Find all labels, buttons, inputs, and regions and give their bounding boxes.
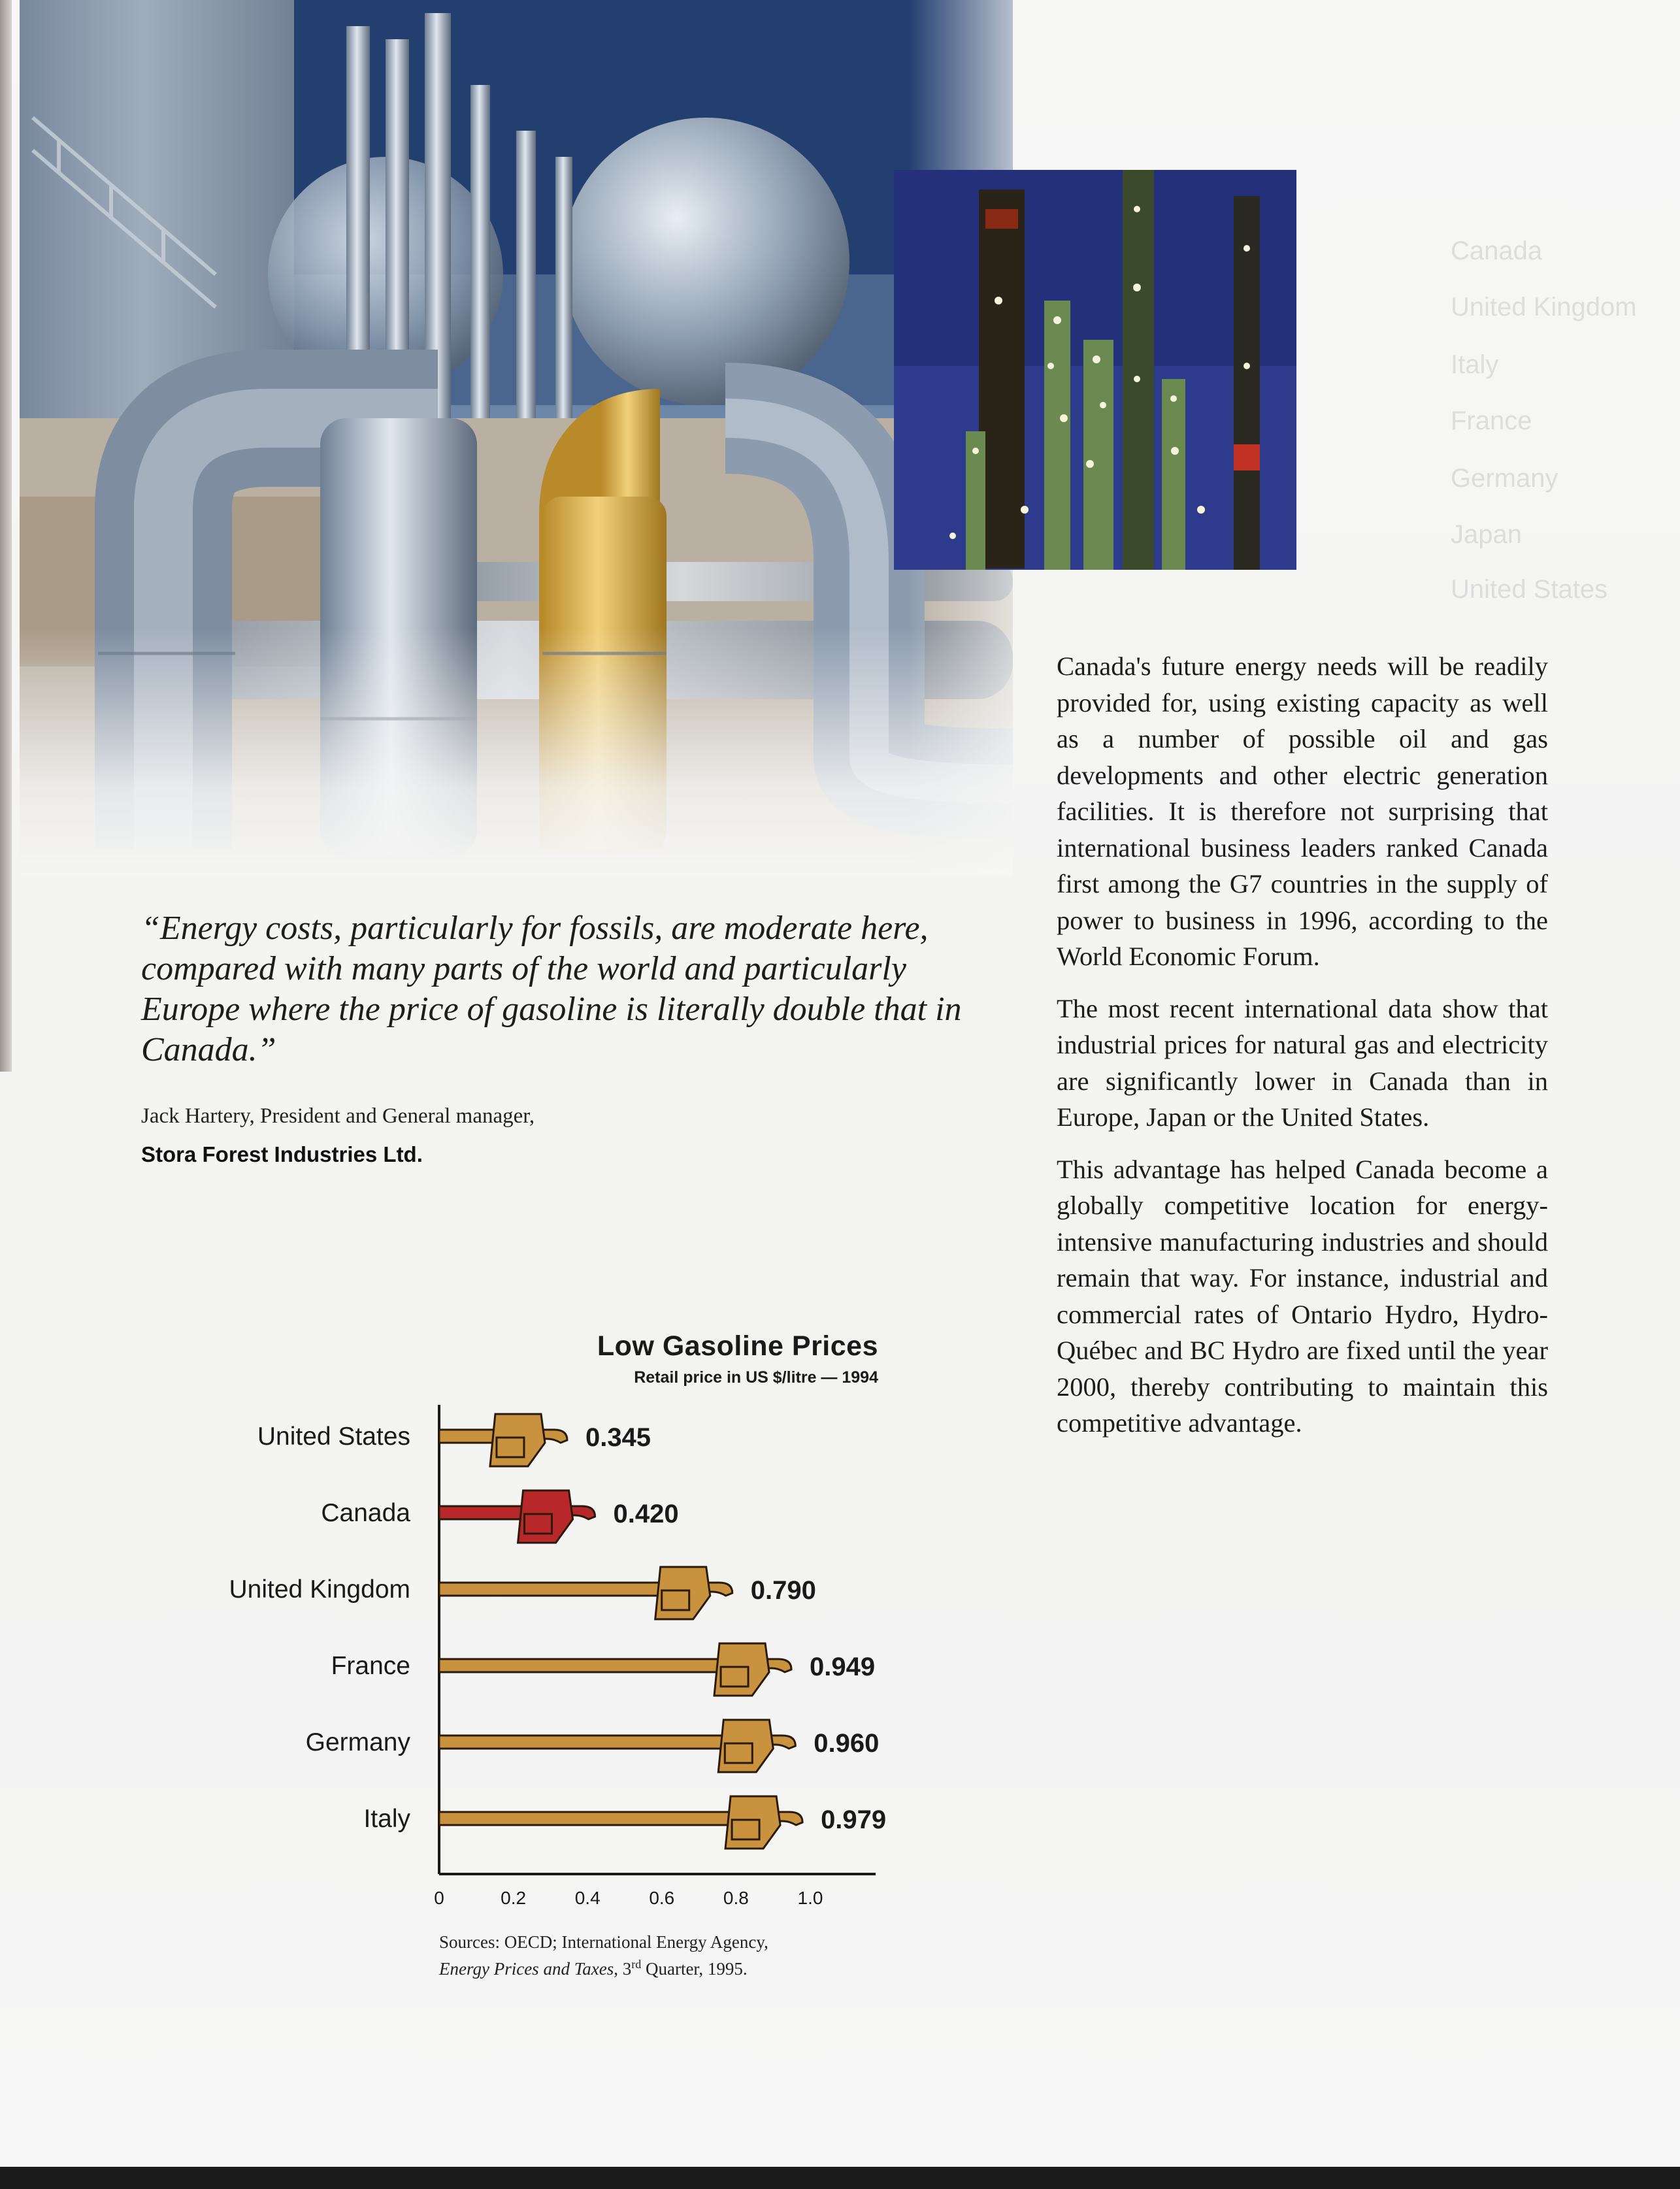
scanner-edge bbox=[0, 2167, 1680, 2189]
bar-nozzle-handle bbox=[725, 1796, 780, 1849]
x-tick-label: 1.0 bbox=[797, 1888, 823, 1908]
photo-fade bbox=[20, 627, 1013, 876]
bar-value-label: 0.790 bbox=[750, 1576, 816, 1605]
ghost-label: United States bbox=[1451, 575, 1608, 604]
sources-text: , 3 bbox=[614, 1959, 632, 1979]
bar-value-label: 0.949 bbox=[810, 1653, 876, 1681]
bar-nozzle-handle bbox=[518, 1490, 573, 1543]
chart-sources bbox=[439, 1931, 897, 1980]
chart-subtitle: Retail price in US $/litre — 1994 bbox=[634, 1368, 878, 1387]
bar-nozzle-spout bbox=[765, 1659, 791, 1672]
category-label: United States bbox=[257, 1423, 410, 1451]
body-paragraph: The most recent international data show that industrial prices for natural gas and electricity are significantly lower in Canada than in Europe, Japan or the United States. bbox=[1057, 993, 1548, 1132]
category-label: France bbox=[331, 1652, 410, 1680]
bar-nozzle-trigger bbox=[725, 1743, 752, 1763]
ghost-label: Italy bbox=[1451, 350, 1499, 379]
sources-line-2 bbox=[439, 1953, 897, 1980]
bar-nozzle-trigger bbox=[721, 1667, 748, 1687]
sources-superscript: rd bbox=[631, 1958, 642, 1971]
bar-nozzle-spout bbox=[706, 1583, 733, 1596]
sources-line-1: Sources: OECD; International Energy Agency, bbox=[439, 1932, 768, 1952]
sources-publication: Energy Prices and Taxes bbox=[439, 1959, 614, 1979]
category-label: United Kingdom bbox=[229, 1575, 410, 1604]
ghost-label: Germany bbox=[1451, 464, 1558, 493]
bar-shaft bbox=[439, 1430, 515, 1443]
bar-nozzle-spout bbox=[569, 1506, 595, 1519]
bar-nozzle-spout bbox=[769, 1736, 795, 1749]
ghost-label: Canada bbox=[1451, 237, 1543, 265]
bar-nozzle-handle bbox=[490, 1414, 545, 1466]
x-tick-label: 0.2 bbox=[501, 1888, 527, 1908]
ghost-label: Japan bbox=[1451, 520, 1522, 549]
bar-nozzle-trigger bbox=[732, 1820, 759, 1839]
bar-nozzle-handle bbox=[718, 1720, 773, 1772]
category-label: Italy bbox=[363, 1805, 410, 1833]
pull-quote: “Energy costs, particularly for fossils, are moderate here, compared with many parts of the world and particularly Europe where the price of gasoline is literally double that in Canada.” bbox=[141, 910, 962, 1068]
bar-nozzle-spout bbox=[541, 1430, 567, 1443]
body-paragraph: Canada's future energy needs will be readily provided for, using existing capacity as well as a number of possible oil and gas developments and other electric generation facilities. It is therefore not surprising that international business leaders ranked Canada first among the G7 countries in the supply of power to business in 1996, according to the World Economic Forum. bbox=[1057, 651, 1548, 971]
bar-shaft bbox=[439, 1659, 739, 1672]
body-paragraph: This advantage has helped Canada become a globally competitive location for energy-intensive manufacturing industries and should remain that way. For instance, industrial and commercial rates of Ontario Hydro, Hydro-Québec and BC Hydro are fixed until the year 2000, thereby contributing to maintain this competitive advantage. bbox=[1057, 1154, 1548, 1438]
x-tick-label: 0 bbox=[434, 1888, 444, 1908]
category-label: Germany bbox=[305, 1728, 410, 1756]
refinery-pipes-photo bbox=[20, 0, 1013, 876]
bar-nozzle-trigger bbox=[525, 1514, 552, 1534]
bar-value-label: 0.979 bbox=[821, 1805, 887, 1834]
bar-shaft bbox=[439, 1583, 680, 1596]
x-tick-label: 0.4 bbox=[574, 1888, 601, 1908]
quote-attribution-company: Stora Forest Industries Ltd. bbox=[141, 1142, 423, 1166]
page-edge-shadow bbox=[0, 0, 12, 1072]
category-label: Canada bbox=[321, 1499, 410, 1527]
bar-value-label: 0.960 bbox=[814, 1729, 880, 1758]
bar-nozzle-trigger bbox=[497, 1438, 524, 1457]
quote-attribution-name: Jack Hartery, President and General manager, bbox=[141, 1104, 535, 1128]
x-tick-label: 0.8 bbox=[723, 1888, 749, 1908]
chart-title: Low Gasoline Prices bbox=[597, 1330, 878, 1362]
refinery-night-photo bbox=[894, 170, 1296, 570]
ghost-label: United Kingdom bbox=[1451, 293, 1637, 321]
bar-nozzle-handle bbox=[655, 1567, 710, 1619]
bar-shaft bbox=[439, 1736, 743, 1749]
x-tick-label: 0.6 bbox=[649, 1888, 675, 1908]
sources-text: Quarter, 1995. bbox=[641, 1959, 748, 1979]
bar-nozzle-trigger bbox=[662, 1590, 689, 1610]
bar-value-label: 0.420 bbox=[613, 1500, 679, 1528]
bar-value-label: 0.345 bbox=[585, 1423, 651, 1452]
bar-nozzle-handle bbox=[714, 1643, 769, 1696]
bar-nozzle-spout bbox=[776, 1812, 802, 1825]
body-text-column bbox=[1057, 648, 1548, 1457]
bar-shaft bbox=[439, 1506, 543, 1519]
bar-shaft bbox=[439, 1812, 750, 1825]
ghost-label: France bbox=[1451, 406, 1532, 435]
